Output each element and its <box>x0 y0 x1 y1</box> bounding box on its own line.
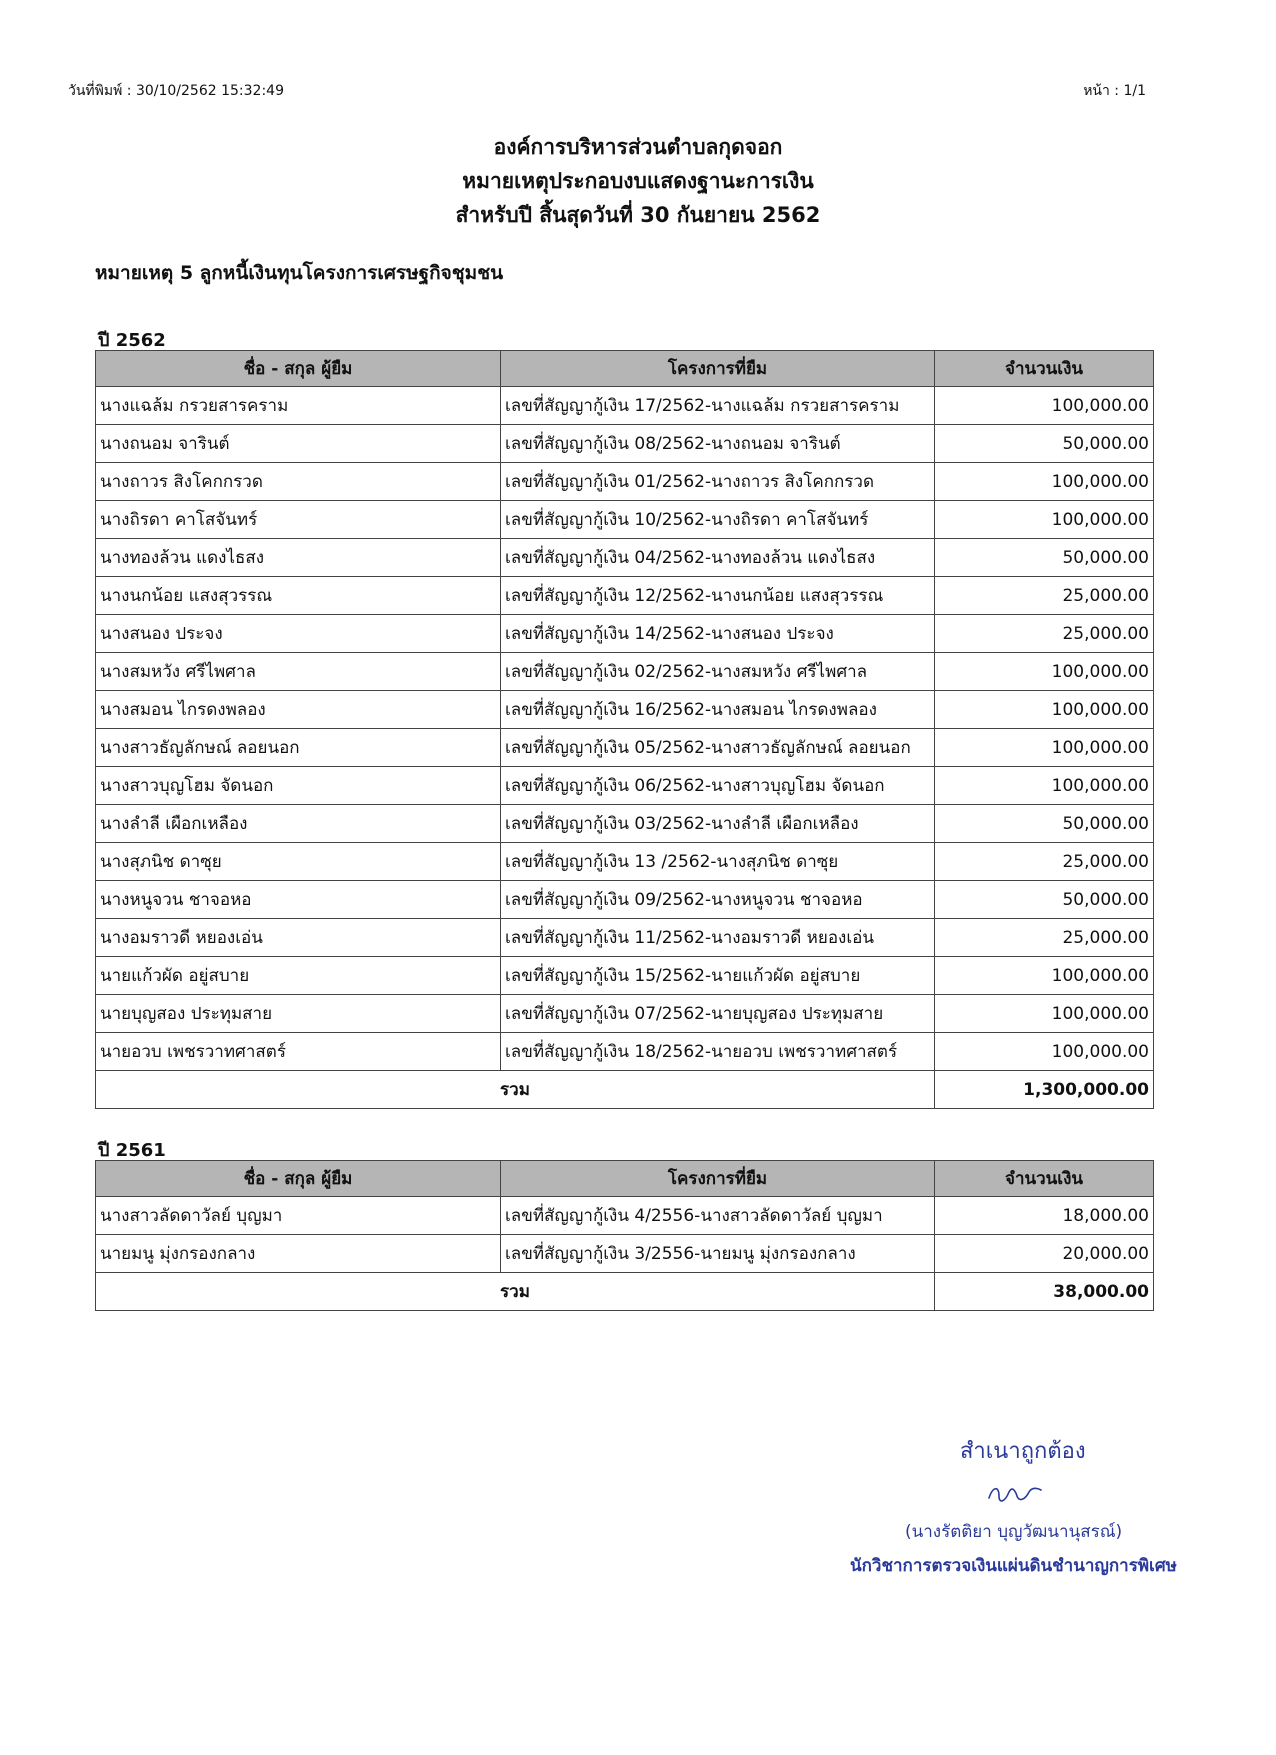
total-amount: 38,000.00 <box>935 1273 1154 1311</box>
doc-title: หมายเหตุประกอบงบแสดงฐานะการเงิน <box>462 169 814 193</box>
loan-amount: 50,000.00 <box>935 539 1154 577</box>
table-row <box>96 843 1154 881</box>
table-row <box>96 767 1154 805</box>
loan-amount: 100,000.00 <box>935 729 1154 767</box>
loan-project: เลขที่สัญญากู้เงิน 14/2562-นางสนอง ประจง <box>501 615 935 653</box>
table-row <box>96 539 1154 577</box>
borrower-name: นางสุภนิช ดาซุย <box>96 843 501 881</box>
table-header-row <box>96 1161 1154 1197</box>
borrower-name: นางทองล้วน แดงไธสง <box>96 539 501 577</box>
document-titles <box>0 130 1276 232</box>
loan-amount: 25,000.00 <box>935 843 1154 881</box>
loan-project: เลขที่สัญญากู้เงิน 15/2562-นายแก้วผัด อยู่สบาย <box>501 957 935 995</box>
borrower-name: นายมนู มุ่งกรองกลาง <box>96 1235 501 1273</box>
loan-amount: 50,000.00 <box>935 881 1154 919</box>
table-row <box>96 691 1154 729</box>
loan-project: เลขที่สัญญากู้เงิน 07/2562-นายบุญสอง ประทุมสาย <box>501 995 935 1033</box>
table-row <box>96 881 1154 919</box>
table-row <box>96 463 1154 501</box>
borrower-name: นางสาวธัญลักษณ์ ลอยนอก <box>96 729 501 767</box>
borrower-name: นางถนอม จารินต์ <box>96 425 501 463</box>
borrower-name: นายบุญสอง ประทุมสาย <box>96 995 501 1033</box>
column-header-name: ชื่อ - สกุล ผู้ยืม <box>96 351 501 387</box>
table-row <box>96 653 1154 691</box>
total-row <box>96 1071 1154 1109</box>
table-header-row <box>96 351 1154 387</box>
loan-project: เลขที่สัญญากู้เงิน 10/2562-นางถิรดา คาโสจันทร์ <box>501 501 935 539</box>
loan-table-2561 <box>95 1160 1154 1311</box>
table-row <box>96 805 1154 843</box>
table-row <box>96 919 1154 957</box>
loan-amount: 100,000.00 <box>935 501 1154 539</box>
loan-amount: 100,000.00 <box>935 463 1154 501</box>
table-row <box>96 1197 1154 1235</box>
total-amount: 1,300,000.00 <box>935 1071 1154 1109</box>
loan-amount: 100,000.00 <box>935 995 1154 1033</box>
year-label-2562: ปี 2562 <box>98 330 166 351</box>
table-row <box>96 387 1154 425</box>
borrower-name: นางลำลี เผือกเหลือง <box>96 805 501 843</box>
table-row <box>96 957 1154 995</box>
loan-amount: 100,000.00 <box>935 767 1154 805</box>
loan-project: เลขที่สัญญากู้เงิน 01/2562-นางถาวร สิงโคกกรวด <box>501 463 935 501</box>
total-label: รวม <box>96 1273 935 1311</box>
loan-project: เลขที่สัญญากู้เงิน 12/2562-นางนกน้อย แสงสุวรรณ <box>501 577 935 615</box>
period-title: สำหรับปี สิ้นสุดวันที่ 30 กันยายน 2562 <box>455 203 821 227</box>
borrower-name: นางสนอง ประจง <box>96 615 501 653</box>
loan-project: เลขที่สัญญากู้เงิน 04/2562-นางทองล้วน แดงไธสง <box>501 539 935 577</box>
loan-project: เลขที่สัญญากู้เงิน 18/2562-นายอวบ เพชรวาทศาสตร์ <box>501 1033 935 1071</box>
borrower-name: นางสาวบุญโฮม จัดนอก <box>96 767 501 805</box>
borrower-name: นางสาวลัดดาวัลย์ บุญมา <box>96 1197 501 1235</box>
borrower-name: นางสมหวัง ศรีไพศาล <box>96 653 501 691</box>
borrower-name: นายแก้วผัด อยู่สบาย <box>96 957 501 995</box>
loan-project: เลขที่สัญญากู้เงิน 17/2562-นางแฉล้ม กรวยสารคราม <box>501 387 935 425</box>
loan-project: เลขที่สัญญากู้เงิน 06/2562-นางสาวบุญโฮม จัดนอก <box>501 767 935 805</box>
loan-table-2562 <box>95 350 1154 1109</box>
total-row <box>96 1273 1154 1311</box>
column-header-amount: จำนวนเงิน <box>935 351 1154 387</box>
loan-amount: 100,000.00 <box>935 1033 1154 1071</box>
loan-project: เลขที่สัญญากู้เงิน 05/2562-นางสาวธัญลักษณ์ ลอยนอก <box>501 729 935 767</box>
loan-amount: 18,000.00 <box>935 1197 1154 1235</box>
loan-amount: 100,000.00 <box>935 957 1154 995</box>
loan-project: เลขที่สัญญากู้เงิน 4/2556-นางสาวลัดดาวัลย์ บุญมา <box>501 1197 935 1235</box>
loan-amount: 50,000.00 <box>935 425 1154 463</box>
loan-amount: 100,000.00 <box>935 387 1154 425</box>
loan-amount: 25,000.00 <box>935 615 1154 653</box>
loan-amount: 100,000.00 <box>935 691 1154 729</box>
loan-project: เลขที่สัญญากู้เงิน 08/2562-นางถนอม จารินต์ <box>501 425 935 463</box>
table-body <box>96 387 1154 1071</box>
table-row <box>96 501 1154 539</box>
certification-title: สำเนาถูกต้อง <box>960 1439 1086 1464</box>
borrower-name: นางนกน้อย แสงสุวรรณ <box>96 577 501 615</box>
borrower-name: นางถิรดา คาโสจันทร์ <box>96 501 501 539</box>
print-date: วันที่พิมพ์ : 30/10/2562 15:32:49 <box>68 83 284 99</box>
page-number: หน้า : 1/1 <box>1083 83 1146 99</box>
table-row <box>96 1033 1154 1071</box>
borrower-name: นางแฉล้ม กรวยสารคราม <box>96 387 501 425</box>
table-row <box>96 615 1154 653</box>
loan-amount: 25,000.00 <box>935 919 1154 957</box>
signature-icon <box>985 1480 1045 1508</box>
column-header-amount: จำนวนเงิน <box>935 1161 1154 1197</box>
certifier-name: (นางรัตติยา บุญวัฒนานุสรณ์) <box>905 1522 1123 1542</box>
loan-amount: 20,000.00 <box>935 1235 1154 1273</box>
column-header-name: ชื่อ - สกุล ผู้ยืม <box>96 1161 501 1197</box>
borrower-name: นายอวบ เพชรวาทศาสตร์ <box>96 1033 501 1071</box>
certifier-position: นักวิชาการตรวจเงินแผ่นดินชำนาญการพิเศษ <box>850 1556 1177 1576</box>
table-row <box>96 729 1154 767</box>
column-header-project: โครงการที่ยืม <box>501 1161 935 1197</box>
loan-project: เลขที่สัญญากู้เงิน 16/2562-นางสมอน ไกรดงพลอง <box>501 691 935 729</box>
borrower-name: นางหนูจวน ชาจอหอ <box>96 881 501 919</box>
org-title: องค์การบริหารส่วนตำบลกุดจอก <box>493 135 783 159</box>
loan-project: เลขที่สัญญากู้เงิน 3/2556-นายมนู มุ่งกรองกลาง <box>501 1235 935 1273</box>
note-title: หมายเหตุ 5 ลูกหนี้เงินทุนโครงการเศรษฐกิจชุมชน <box>95 262 504 284</box>
borrower-name: นางถาวร สิงโคกกรวด <box>96 463 501 501</box>
loan-project: เลขที่สัญญากู้เงิน 03/2562-นางลำลี เผือกเหลือง <box>501 805 935 843</box>
borrower-name: นางอมราวดี หยองเอ่น <box>96 919 501 957</box>
loan-amount: 25,000.00 <box>935 577 1154 615</box>
loan-project: เลขที่สัญญากู้เงิน 13 /2562-นางสุภนิช ดาซุย <box>501 843 935 881</box>
loan-project: เลขที่สัญญากู้เงิน 09/2562-นางหนูจวน ชาจอหอ <box>501 881 935 919</box>
table-row <box>96 995 1154 1033</box>
loan-amount: 100,000.00 <box>935 653 1154 691</box>
column-header-project: โครงการที่ยืม <box>501 351 935 387</box>
borrower-name: นางสมอน ไกรดงพลอง <box>96 691 501 729</box>
loan-project: เลขที่สัญญากู้เงิน 02/2562-นางสมหวัง ศรีไพศาล <box>501 653 935 691</box>
table-row <box>96 577 1154 615</box>
year-label-2561: ปี 2561 <box>98 1140 166 1161</box>
table-row <box>96 425 1154 463</box>
loan-amount: 50,000.00 <box>935 805 1154 843</box>
total-label: รวม <box>96 1071 935 1109</box>
loan-project: เลขที่สัญญากู้เงิน 11/2562-นางอมราวดี หยองเอ่น <box>501 919 935 957</box>
table-body <box>96 1197 1154 1273</box>
table-row <box>96 1235 1154 1273</box>
